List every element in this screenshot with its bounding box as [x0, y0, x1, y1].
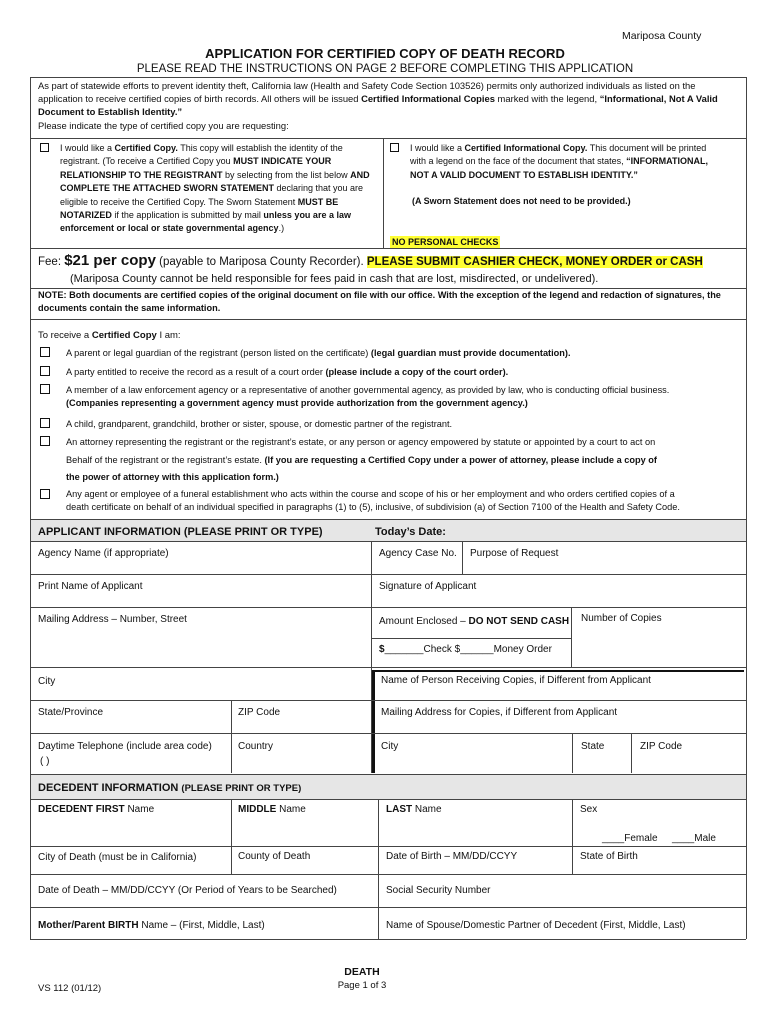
text: Any agent or employee of a funeral establishment who acts within the course and scope of his or her employment and who orders certified copies of a — [66, 489, 675, 499]
text: I would like a — [410, 143, 465, 153]
text: ______ — [460, 644, 494, 655]
applicant-name-field[interactable]: Print Name of Applicant — [38, 581, 143, 592]
option-funeral-checkbox[interactable] — [40, 489, 50, 499]
text: Name – (First, Middle, Last) — [138, 920, 265, 931]
divider — [30, 874, 746, 875]
text: An attorney representing the registrant or the registrant’s estate, or any person or agency empowered by statute or appointed by a court to act on — [66, 437, 656, 447]
option-court-order-checkbox[interactable] — [40, 366, 50, 376]
intro-text: As part of statewide efforts to prevent identity theft, California law (Health and Safety Code Section 103526) permits only authorized individuals as listed on the application to receive certified copies of birth records. All others will be issued — [38, 80, 696, 105]
text: Behalf of the registrant or the registrant’s estate. — [66, 454, 265, 465]
text: death certificate on behalf of an individual specified in paragraphs (1) to (5), inclusive, of subdivision (a) of Section 7100 of the Health and Safety Code. — [66, 502, 680, 512]
text: if the application is submitted by mail — [111, 210, 264, 221]
divider — [383, 138, 384, 248]
certified-copy-checkbox[interactable] — [40, 143, 49, 152]
record-type-label: DEATH — [344, 966, 380, 978]
divider — [30, 541, 746, 542]
applicant-signature-field[interactable]: Signature of Applicant — [379, 581, 477, 592]
date-of-birth-field[interactable]: Date of Birth – MM/DD/CCYY — [386, 851, 518, 862]
intro-instruction: Please indicate the type of certified copy you are requesting: — [38, 120, 289, 131]
text-bold: DO NOT SEND CASH — [468, 616, 570, 627]
text: DECEDENT INFORMATION — [38, 782, 179, 794]
text: A party entitled to receive the record as a result of a court order — [66, 367, 326, 377]
divider — [30, 733, 746, 734]
form-number: VS 112 (01/12) — [38, 983, 102, 994]
text: Name — [276, 804, 306, 815]
informational-copy-description — [410, 142, 710, 182]
intro-mid: marked with the legend, — [494, 93, 600, 105]
zip-code-field[interactable]: ZIP Code — [238, 707, 281, 718]
state-province-field[interactable]: State/Province — [38, 707, 104, 718]
decedent-first-name-field[interactable] — [38, 804, 154, 816]
text: This document will be printed with a legend on the face of the document that states, — [410, 143, 707, 167]
text-bold: MUST BE NOTARIZED — [60, 196, 339, 221]
text: Name — [124, 804, 155, 815]
divider — [231, 799, 232, 874]
sex-female-option[interactable]: ____Female — [602, 833, 658, 844]
decedent-heading — [38, 782, 301, 795]
copies-mailing-address-field[interactable]: Mailing Address for Copies, if Different from Applicant — [381, 707, 618, 718]
fee-line — [38, 252, 703, 269]
frame-left — [30, 77, 31, 939]
city-field[interactable]: City — [38, 676, 56, 687]
text: Money Order — [493, 644, 552, 655]
text-bold: “INFORMATIONAL, NOT A VALID DOCUMENT TO ESTABLISH IDENTITY.” — [410, 156, 708, 180]
form-title: APPLICATION FOR CERTIFIED COPY OF DEATH RECORD — [205, 46, 565, 61]
copies-zip-field[interactable]: ZIP Code — [640, 741, 683, 752]
certified-copy-description — [60, 142, 370, 236]
divider — [462, 541, 463, 574]
receiver-name-field[interactable]: Name of Person Receiving Copies, if Different from Applicant — [381, 675, 651, 686]
text-bold: Certified Copy — [91, 330, 157, 341]
text: I am: — [156, 330, 181, 341]
text: .) — [278, 223, 285, 234]
decedent-last-name-field[interactable] — [386, 804, 442, 816]
receiver-box-edge — [372, 670, 375, 773]
phone-area-code: ( ) — [40, 756, 50, 767]
state-of-birth-field[interactable]: State of Birth — [580, 851, 638, 862]
text: $ — [379, 644, 385, 655]
text-bold: Certified Copy. — [114, 143, 178, 153]
eligibility-intro — [38, 330, 181, 342]
text-bold: (please include a copy of the court order). — [325, 367, 509, 377]
divider — [30, 574, 746, 575]
form-subtitle: PLEASE READ THE INSTRUCTIONS ON PAGE 2 BEFORE COMPLETING THIS APPLICATION — [136, 63, 634, 75]
copies-city-field[interactable]: City — [381, 741, 399, 752]
mailing-address-field[interactable]: Mailing Address – Number, Street — [38, 614, 187, 625]
divider — [30, 138, 746, 139]
option-parent-text — [66, 345, 726, 361]
spouse-name-field[interactable]: Name of Spouse/Domestic Partner of Decedent (First, Middle, Last) — [386, 920, 686, 931]
text: To receive a — [38, 330, 92, 341]
text-bold: DECEDENT FIRST — [38, 804, 125, 815]
divider — [30, 846, 746, 847]
no-personal-checks: NO PERSONAL CHECKS — [392, 237, 499, 247]
text: A parent or legal guardian of the registrant (person listed on the certificate) — [66, 348, 371, 358]
option-attorney-text — [66, 434, 746, 487]
divider — [30, 319, 746, 320]
country-field[interactable]: Country — [238, 741, 274, 752]
divider — [378, 799, 379, 939]
county-name: Mariposa County — [622, 30, 702, 42]
text: This copy will establish the identity of the registrant. (To receive a Certified Copy you — [60, 143, 343, 167]
decedent-middle-name-field[interactable] — [238, 804, 306, 816]
frame-right — [746, 77, 747, 939]
divider — [30, 667, 746, 668]
city-of-death-field[interactable]: City of Death (must be in California) — [38, 852, 197, 863]
county-of-death-field[interactable]: County of Death — [238, 851, 311, 862]
divider — [30, 774, 746, 775]
text: by selecting from the list below — [222, 169, 351, 180]
option-court-order-text — [66, 364, 726, 380]
text-bold: AND COMPLETE THE ATTACHED SWORN STATEMENT — [60, 169, 370, 194]
divider — [572, 799, 573, 874]
mother-birth-name-field[interactable] — [38, 920, 265, 932]
text-bold: LAST — [386, 804, 413, 815]
frame-bottom — [30, 939, 746, 940]
option-funeral-text — [66, 488, 746, 514]
divider — [30, 799, 746, 800]
option-law-enforcement-text — [66, 384, 736, 410]
text: Check $ — [423, 644, 461, 655]
fee-payment-methods: PLEASE SUBMIT CASHIER CHECK, MONEY ORDER or CASH — [366, 256, 703, 268]
purpose-field[interactable]: Purpose of Request — [470, 548, 559, 559]
number-of-copies-field[interactable]: Number of Copies — [581, 613, 662, 624]
phone-field[interactable]: Daytime Telephone (include area code) — [38, 741, 212, 752]
amount-enclosed-label — [379, 616, 569, 628]
copies-state-field[interactable]: State — [581, 741, 605, 752]
option-parent-checkbox[interactable] — [40, 347, 50, 357]
option-attorney-checkbox[interactable] — [40, 436, 50, 446]
text-bold: (legal guardian must provide documentation). — [370, 348, 571, 358]
text-bold: unless you are a law enforcement or local or state governmental agency — [60, 210, 351, 234]
informational-copy-checkbox[interactable] — [390, 143, 399, 152]
date-of-death-field[interactable]: Date of Death – MM/DD/CCYY (Or Period of Years to be Searched) — [38, 885, 337, 896]
text: Amount Enclosed – — [379, 616, 469, 627]
text-bold: Mother/Parent BIRTH — [38, 920, 139, 931]
text-bold: MIDDLE — [238, 804, 277, 815]
intro-bold: Certified Informational Copies — [361, 93, 495, 105]
check-amount-field[interactable] — [379, 644, 552, 656]
fee-disclaimer: (Mariposa County cannot be held responsible for fees paid in cash that are lost, misdirected, or undelivered). — [70, 273, 599, 285]
divider — [372, 638, 571, 639]
text-bold: the power of attorney with this application form.) — [66, 472, 279, 482]
text: Name — [412, 804, 442, 815]
page-number: Page 1 of 3 — [337, 980, 387, 991]
divider — [30, 700, 746, 701]
text: A member of a law enforcement agency or a representative of another governmental agency, as provided by law, who is conducting official business. — [66, 385, 670, 395]
sex-male-option[interactable]: ____Male — [672, 833, 716, 844]
text: _______ — [384, 644, 424, 655]
intro-legend: “Informational, Not A Valid Document to Establish Identity.” — [38, 93, 718, 118]
divider — [231, 700, 232, 773]
note-text: NOTE: Both documents are certified copies of the original document on file with our office. With the exception of the legend and redaction of signatures, the documents contain the same information. — [38, 290, 721, 314]
fee-amount: $21 per copy — [64, 252, 156, 269]
ssn-field[interactable]: Social Security Number — [386, 885, 491, 896]
option-relative-text: A child, grandparent, grandchild, brother or sister, spouse, or domestic partner of the registrant. — [66, 419, 453, 429]
intro-paragraph — [38, 79, 738, 119]
sworn-statement-note: (A Sworn Statement does not need to be provided.) — [412, 196, 631, 206]
fee-label: Fee: — [38, 256, 62, 268]
divider — [30, 248, 746, 249]
frame-top — [30, 77, 746, 78]
divider — [631, 733, 632, 773]
divider — [572, 733, 573, 773]
text: declaring that you are eligible to receive the Certified Copy. The Sworn Statement — [60, 183, 364, 207]
applicant-heading: APPLICANT INFORMATION (PLEASE PRINT OR TYPE) — [38, 526, 323, 538]
text-bold: (Companies representing a government agency must provide authorization from the government agency.) — [66, 398, 528, 408]
divider — [30, 519, 746, 520]
decedent-sex-label: Sex — [580, 804, 598, 815]
agency-case-field[interactable]: Agency Case No. — [379, 548, 457, 559]
text-bold: Certified Informational Copy. — [464, 143, 588, 153]
fee-payable: (payable to Mariposa County Recorder). — [155, 256, 367, 268]
option-law-enforcement-checkbox[interactable] — [40, 384, 50, 394]
agency-name-field[interactable]: Agency Name (if appropriate) — [38, 548, 169, 559]
divider — [30, 907, 746, 908]
text-bold: MUST INDICATE YOUR RELATIONSHIP TO THE REGISTRANT — [60, 156, 332, 180]
text: I would like a — [60, 143, 115, 153]
divider — [30, 607, 746, 608]
option-relative-checkbox[interactable] — [40, 418, 50, 428]
text-bold: (If you are requesting a Certified Copy under a power of attorney, please include a copy of — [264, 454, 657, 465]
todays-date-label: Today’s Date: — [375, 526, 446, 538]
divider — [571, 607, 572, 667]
text: (PLEASE PRINT OR TYPE) — [181, 783, 302, 794]
